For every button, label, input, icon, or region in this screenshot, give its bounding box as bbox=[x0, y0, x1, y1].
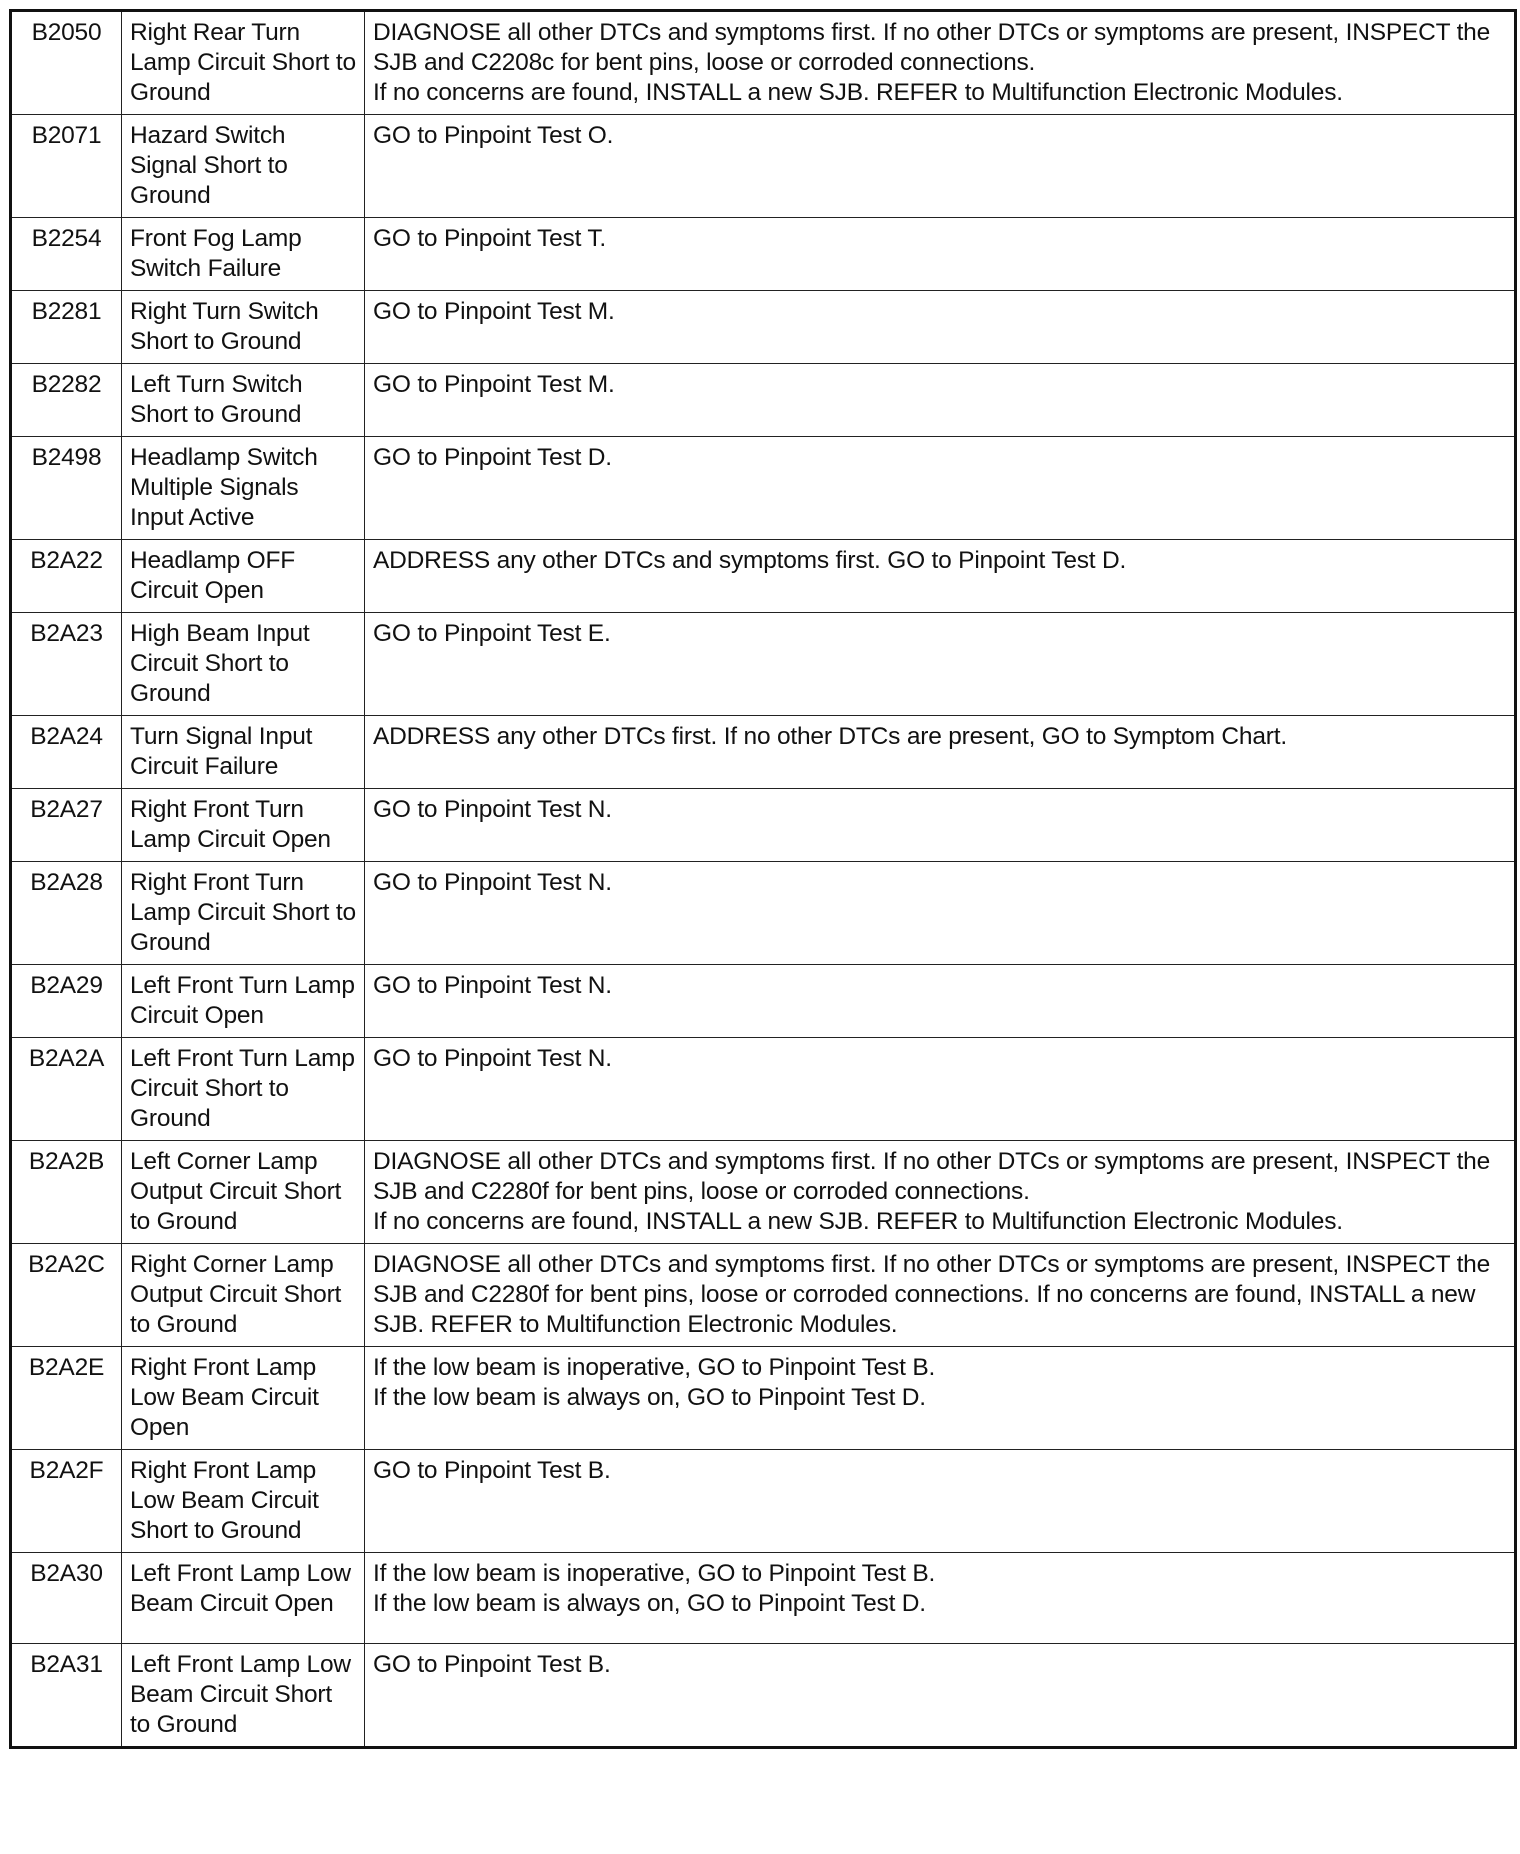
dtc-code: B2A2B bbox=[11, 1141, 122, 1244]
table-row bbox=[11, 540, 1516, 613]
dtc-code: B2A2A bbox=[11, 1038, 122, 1141]
action-line: DIAGNOSE all other DTCs and symptoms first. If no other DTCs or symptoms are present, INSPECT the SJB and C2280f for bent pins, loose or corroded connections. If no concerns are found, INSTALL a new SJB. REFER to Multifunction Electronic Modules. bbox=[373, 1251, 1491, 1338]
action-line: If no concerns are found, INSTALL a new SJB. REFER to Multifunction Electronic Modules. bbox=[373, 1208, 1343, 1235]
dtc-action bbox=[365, 437, 1516, 540]
dtc-action bbox=[365, 613, 1516, 716]
dtc-code: B2A28 bbox=[11, 862, 122, 965]
dtc-action bbox=[365, 1347, 1516, 1450]
action-line: GO to Pinpoint Test N. bbox=[373, 869, 612, 896]
table-row bbox=[11, 862, 1516, 965]
dtc-code: B2498 bbox=[11, 437, 122, 540]
dtc-description: Headlamp OFF Circuit Open bbox=[122, 540, 365, 613]
action-line: GO to Pinpoint Test M. bbox=[373, 371, 615, 398]
dtc-action bbox=[365, 965, 1516, 1038]
action-line: GO to Pinpoint Test B. bbox=[373, 1651, 611, 1678]
dtc-description: Right Front Lamp Low Beam Circuit Short to Ground bbox=[122, 1450, 365, 1553]
dtc-description: Left Front Turn Lamp Circuit Short to Ground bbox=[122, 1038, 365, 1141]
table-row bbox=[11, 1450, 1516, 1553]
action-line: GO to Pinpoint Test M. bbox=[373, 298, 615, 325]
action-line: GO to Pinpoint Test D. bbox=[373, 444, 612, 471]
dtc-action bbox=[365, 716, 1516, 789]
dtc-description: Right Front Turn Lamp Circuit Short to Ground bbox=[122, 862, 365, 965]
action-line: If the low beam is inoperative, GO to Pinpoint Test B. bbox=[373, 1560, 936, 1587]
dtc-code: B2A29 bbox=[11, 965, 122, 1038]
dtc-action bbox=[365, 789, 1516, 862]
dtc-code: B2254 bbox=[11, 218, 122, 291]
dtc-description: High Beam Input Circuit Short to Ground bbox=[122, 613, 365, 716]
table-row bbox=[11, 965, 1516, 1038]
dtc-description: Turn Signal Input Circuit Failure bbox=[122, 716, 365, 789]
action-line: GO to Pinpoint Test B. bbox=[373, 1457, 611, 1484]
dtc-description: Right Front Turn Lamp Circuit Open bbox=[122, 789, 365, 862]
dtc-action bbox=[365, 1141, 1516, 1244]
table-row bbox=[11, 11, 1516, 115]
dtc-description: Headlamp Switch Multiple Signals Input Active bbox=[122, 437, 365, 540]
table-row bbox=[11, 291, 1516, 364]
dtc-action bbox=[365, 115, 1516, 218]
dtc-code: B2281 bbox=[11, 291, 122, 364]
table-row bbox=[11, 1644, 1516, 1748]
table-row bbox=[11, 218, 1516, 291]
dtc-action bbox=[365, 218, 1516, 291]
dtc-code: B2050 bbox=[11, 11, 122, 115]
table-row bbox=[11, 1553, 1516, 1644]
table-row bbox=[11, 364, 1516, 437]
dtc-description: Left Front Lamp Low Beam Circuit Short to Ground bbox=[122, 1644, 365, 1748]
dtc-code: B2A31 bbox=[11, 1644, 122, 1748]
dtc-code: B2A22 bbox=[11, 540, 122, 613]
dtc-table-body bbox=[11, 11, 1516, 1748]
action-line: GO to Pinpoint Test N. bbox=[373, 1045, 612, 1072]
table-row bbox=[11, 115, 1516, 218]
action-line: If no concerns are found, INSTALL a new SJB. REFER to Multifunction Electronic Modules. bbox=[373, 79, 1343, 106]
action-line: GO to Pinpoint Test N. bbox=[373, 972, 612, 999]
dtc-code: B2A30 bbox=[11, 1553, 122, 1644]
dtc-code: B2A2C bbox=[11, 1244, 122, 1347]
table-row bbox=[11, 437, 1516, 540]
dtc-code: B2A27 bbox=[11, 789, 122, 862]
action-line: If the low beam is inoperative, GO to Pinpoint Test B. bbox=[373, 1354, 936, 1381]
dtc-table bbox=[9, 9, 1517, 1749]
action-line: DIAGNOSE all other DTCs and symptoms first. If no other DTCs or symptoms are present, INSPECT the SJB and C2208c for bent pins, loose or corroded connections. bbox=[373, 19, 1491, 76]
action-line: DIAGNOSE all other DTCs and symptoms first. If no other DTCs or symptoms are present, INSPECT the SJB and C2280f for bent pins, loose or corroded connections. bbox=[373, 1148, 1491, 1205]
dtc-action bbox=[365, 291, 1516, 364]
action-line: GO to Pinpoint Test N. bbox=[373, 796, 612, 823]
table-row bbox=[11, 1244, 1516, 1347]
table-row bbox=[11, 716, 1516, 789]
dtc-code: B2282 bbox=[11, 364, 122, 437]
dtc-description: Right Turn Switch Short to Ground bbox=[122, 291, 365, 364]
dtc-description: Front Fog Lamp Switch Failure bbox=[122, 218, 365, 291]
dtc-description: Hazard Switch Signal Short to Ground bbox=[122, 115, 365, 218]
table-row bbox=[11, 1347, 1516, 1450]
action-line: ADDRESS any other DTCs first. If no other DTCs are present, GO to Symptom Chart. bbox=[373, 723, 1287, 750]
dtc-description: Left Front Turn Lamp Circuit Open bbox=[122, 965, 365, 1038]
action-line: If the low beam is always on, GO to Pinpoint Test D. bbox=[373, 1384, 926, 1411]
table-row bbox=[11, 789, 1516, 862]
dtc-action bbox=[365, 540, 1516, 613]
table-row bbox=[11, 1038, 1516, 1141]
dtc-action bbox=[365, 364, 1516, 437]
table-row bbox=[11, 1141, 1516, 1244]
dtc-description: Left Corner Lamp Output Circuit Short to Ground bbox=[122, 1141, 365, 1244]
dtc-action bbox=[365, 1553, 1516, 1644]
dtc-code: B2A23 bbox=[11, 613, 122, 716]
dtc-description: Right Rear Turn Lamp Circuit Short to Ground bbox=[122, 11, 365, 115]
action-line: ADDRESS any other DTCs and symptoms first. GO to Pinpoint Test D. bbox=[373, 547, 1127, 574]
dtc-action bbox=[365, 862, 1516, 965]
dtc-code: B2A2E bbox=[11, 1347, 122, 1450]
action-line: GO to Pinpoint Test O. bbox=[373, 122, 614, 149]
action-line: If the low beam is always on, GO to Pinpoint Test D. bbox=[373, 1590, 926, 1617]
dtc-action bbox=[365, 1244, 1516, 1347]
dtc-description: Left Turn Switch Short to Ground bbox=[122, 364, 365, 437]
dtc-description: Left Front Lamp Low Beam Circuit Open bbox=[122, 1553, 365, 1644]
action-line: GO to Pinpoint Test T. bbox=[373, 225, 607, 252]
dtc-description: Right Front Lamp Low Beam Circuit Open bbox=[122, 1347, 365, 1450]
dtc-code: B2A24 bbox=[11, 716, 122, 789]
dtc-description: Right Corner Lamp Output Circuit Short to Ground bbox=[122, 1244, 365, 1347]
dtc-action bbox=[365, 11, 1516, 115]
dtc-action bbox=[365, 1450, 1516, 1553]
dtc-code: B2071 bbox=[11, 115, 122, 218]
dtc-code: B2A2F bbox=[11, 1450, 122, 1553]
table-row bbox=[11, 613, 1516, 716]
dtc-action bbox=[365, 1644, 1516, 1748]
dtc-action bbox=[365, 1038, 1516, 1141]
action-line: GO to Pinpoint Test E. bbox=[373, 620, 611, 647]
